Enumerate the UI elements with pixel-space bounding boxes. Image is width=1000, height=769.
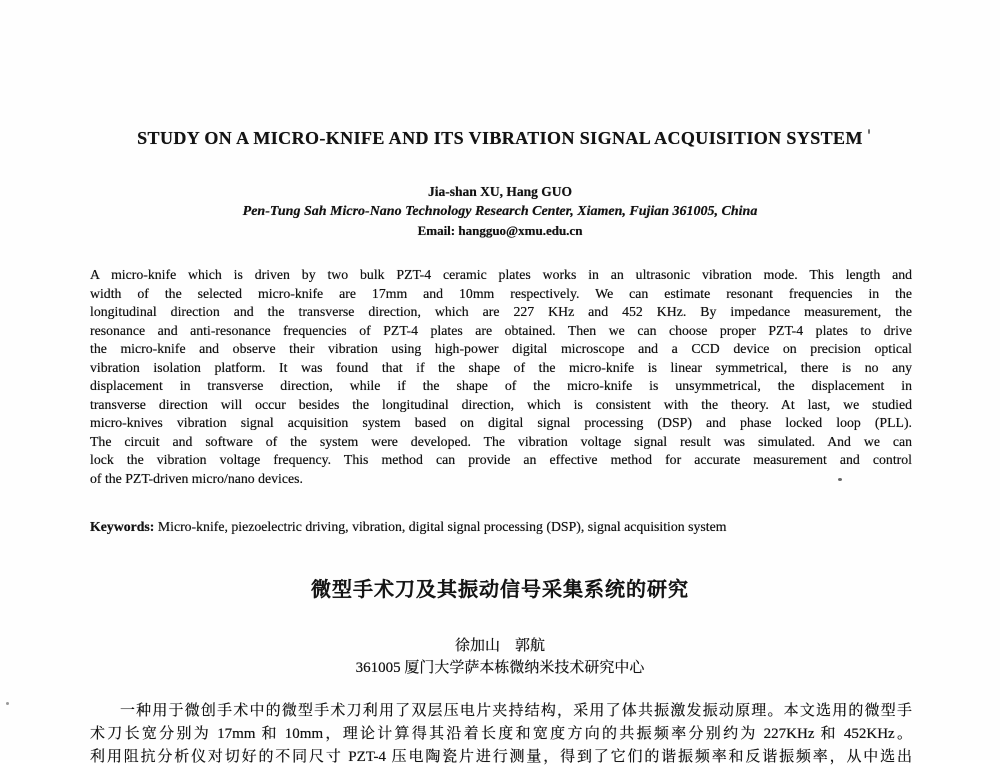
abstract-line: transverse direction will occur besides the longitudinal direction, which is consistent with the theory. At last, we studied xyxy=(90,396,912,412)
keywords-line xyxy=(90,518,912,536)
chinese-abstract-line-cutoff: 利用阻抗分析仪对切好的不同尺寸 PZT-4 压电陶瓷片进行测量，得到了它们的谐振频率和反谐振频率，从中选出 xyxy=(90,749,912,765)
abstract-line: A micro-knife which is driven by two bulk PZT-4 ceramic plates works in an ultrasonic vibration mode. This length and xyxy=(90,267,912,282)
scan-speckle xyxy=(6,702,9,705)
abstract-line: lock the vibration voltage frequency. This method can provide an effective method for accurate measurement and control xyxy=(90,452,912,467)
chinese-title: 微型手术刀及其振动信号采集系统的研究 xyxy=(311,579,689,601)
abstract-line: micro-knives vibration signal acquisition system based on digital signal processing (DSP) and phase locked loop (PLL). xyxy=(90,415,912,430)
paper-title: STUDY ON A MICRO-KNIFE AND ITS VIBRATION SIGNAL ACQUISITION SYSTEM xyxy=(137,128,863,148)
scan-speckle xyxy=(838,478,842,481)
abstract-line: resonance and anti-resonance frequencies of PZT-4 plates are obtained. Then we can choose proper PZT-4 plates to drive xyxy=(90,322,912,338)
chinese-abstract-paragraph xyxy=(90,700,912,769)
abstract-line: the micro-knife and observe their vibration using high-power digital microscope and a CCD device on precision optical xyxy=(90,341,912,356)
affiliation-line: Pen-Tung Sah Micro-Nano Technology Research Center, Xiamen, Fujian 361005, China xyxy=(242,204,758,219)
chinese-affiliation-line: 361005 厦门大学萨本栋微纳米技术研究中心 xyxy=(355,660,645,676)
chinese-authors-line: 徐加山 郭航 xyxy=(454,638,545,654)
abstract-line: longitudinal direction and the transverse direction, which are 227 KHz and 452 KHz. By impedance measurement, the xyxy=(90,304,912,319)
abstract-line: vibration isolation platform. It was found that if the shape of the micro-knife is linear symmetrical, there is no any xyxy=(90,359,912,375)
email-line: Email: hangguo@xmu.edu.cn xyxy=(417,223,583,238)
abstract-line: width of the selected micro-knife are 17mm and 10mm respectively. We can estimate resonant frequencies in the xyxy=(90,285,912,301)
abstract-line: displacement in transverse direction, while if the shape of the micro-knife is unsymmetrical, the displacement in xyxy=(90,378,912,393)
abstract-line: The circuit and software of the system were developed. The vibration voltage signal result was simulated. And we can xyxy=(90,433,912,449)
chinese-abstract-line: 一种用于微创手术中的微型手术刀利用了双层压电片夹持结构，采用了体共振激发振动原理。本文选用的微型手 xyxy=(120,703,912,719)
keywords-label: Keywords: xyxy=(90,519,155,534)
keywords-text: Micro-knife, piezoelectric driving, vibration, digital signal processing (DSP), signal acquisition system xyxy=(157,519,727,534)
abstract-paragraph xyxy=(90,266,912,488)
abstract-line: of the PZT-driven micro/nano devices. xyxy=(90,470,303,486)
chinese-abstract-line: 术刀长宽分别为 17mm 和 10mm，理论计算得其沿着长度和宽度方向的共振频率分别约为 227KHz 和 452KHz。 xyxy=(90,726,912,742)
authors-line: Jia-shan XU, Hang GUO xyxy=(427,184,573,199)
scan-speckle xyxy=(868,129,870,134)
